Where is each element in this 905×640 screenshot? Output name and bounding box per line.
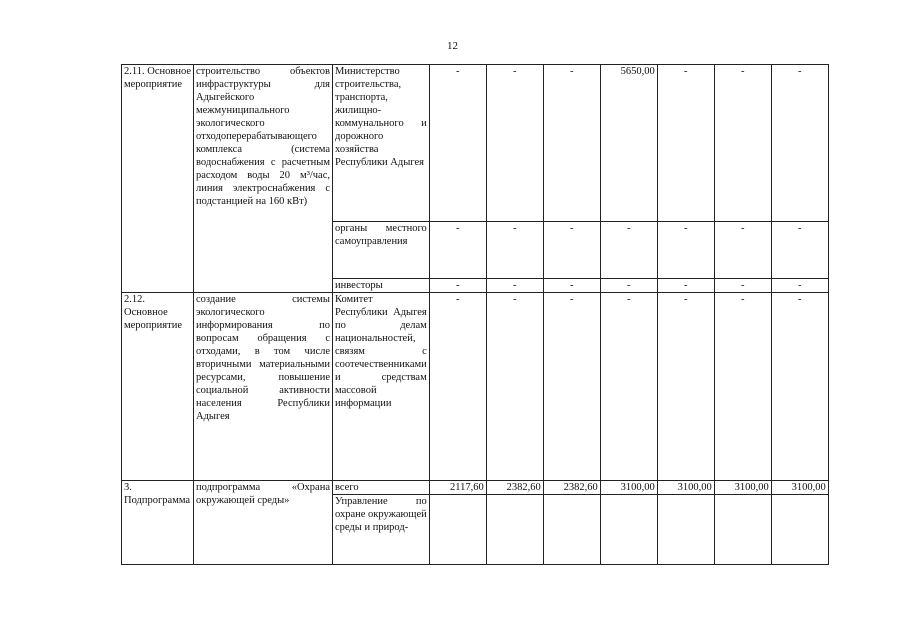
- value-cell: 3100,00: [771, 481, 828, 495]
- value-cell: [543, 495, 600, 565]
- value-cell: -: [657, 293, 714, 481]
- value-cell: 2117,60: [429, 481, 486, 495]
- value-cell: -: [714, 279, 771, 293]
- value-cell: -: [771, 222, 828, 279]
- value-cell: [657, 495, 714, 565]
- value-cell: 3100,00: [657, 481, 714, 495]
- value-cell: -: [486, 222, 543, 279]
- value-cell: -: [771, 293, 828, 481]
- row-description: подпрограмма «Охрана окружающей среды»: [194, 481, 333, 565]
- value-cell: -: [543, 279, 600, 293]
- value-cell: 2382,60: [486, 481, 543, 495]
- table-row: [122, 293, 829, 481]
- funding-source: инвесторы: [333, 279, 430, 293]
- value-cell: -: [657, 65, 714, 222]
- value-cell: -: [600, 279, 657, 293]
- value-cell: -: [714, 222, 771, 279]
- value-cell: -: [771, 65, 828, 222]
- value-cell: -: [429, 65, 486, 222]
- value-cell: -: [714, 293, 771, 481]
- value-cell: [771, 495, 828, 565]
- funding-source: всего: [333, 481, 430, 495]
- table-row: [122, 65, 829, 222]
- value-cell: 2382,60: [543, 481, 600, 495]
- value-cell: -: [600, 222, 657, 279]
- funding-source: органы местного самоуправления: [333, 222, 430, 279]
- funding-source: Комитет Республики Адыгея по делам национальностей, связям с соотечественниками и средствам массовой информации: [333, 293, 430, 481]
- value-cell: -: [600, 293, 657, 481]
- value-cell: -: [486, 65, 543, 222]
- value-cell: 3100,00: [600, 481, 657, 495]
- value-cell: -: [429, 279, 486, 293]
- value-cell: -: [714, 65, 771, 222]
- program-table: [121, 64, 829, 565]
- value-cell: 3100,00: [714, 481, 771, 495]
- value-cell: [600, 495, 657, 565]
- value-cell: -: [657, 222, 714, 279]
- row-code: 2.11. Основное мероприятие: [122, 65, 194, 293]
- value-cell: 5650,00: [600, 65, 657, 222]
- row-code: 2.12. Основное мероприятие: [122, 293, 194, 481]
- value-cell: [486, 495, 543, 565]
- value-cell: -: [657, 279, 714, 293]
- table-row: [122, 481, 829, 495]
- value-cell: -: [429, 293, 486, 481]
- row-description: строительство объектов инфраструктуры для Адыгейского межмуниципального экологического отходоперерабатывающего комплекса (система водоснабжения с расчетным расходом воды 20 м³/час, линия электроснабжения с подстанцией на 160 кВт): [194, 65, 333, 293]
- funding-source: Министерство строительства, транспорта, жилищно-коммунального и дорожного хозяйства Республики Адыгея: [333, 65, 430, 222]
- value-cell: -: [429, 222, 486, 279]
- page-number: 12: [447, 40, 458, 52]
- value-cell: -: [543, 293, 600, 481]
- value-cell: -: [486, 293, 543, 481]
- row-description: создание системы экологического информирования по вопросам обращения с отходами, в том числе вторичными материальными ресурсами, повышение социальной активности населения Республики Адыгея: [194, 293, 333, 481]
- value-cell: [429, 495, 486, 565]
- row-code: 3. Подпрограмма: [122, 481, 194, 565]
- value-cell: -: [771, 279, 828, 293]
- value-cell: -: [486, 279, 543, 293]
- funding-source: Управление по охране окружающей среды и природ-: [333, 495, 430, 565]
- value-cell: [714, 495, 771, 565]
- value-cell: -: [543, 65, 600, 222]
- value-cell: -: [543, 222, 600, 279]
